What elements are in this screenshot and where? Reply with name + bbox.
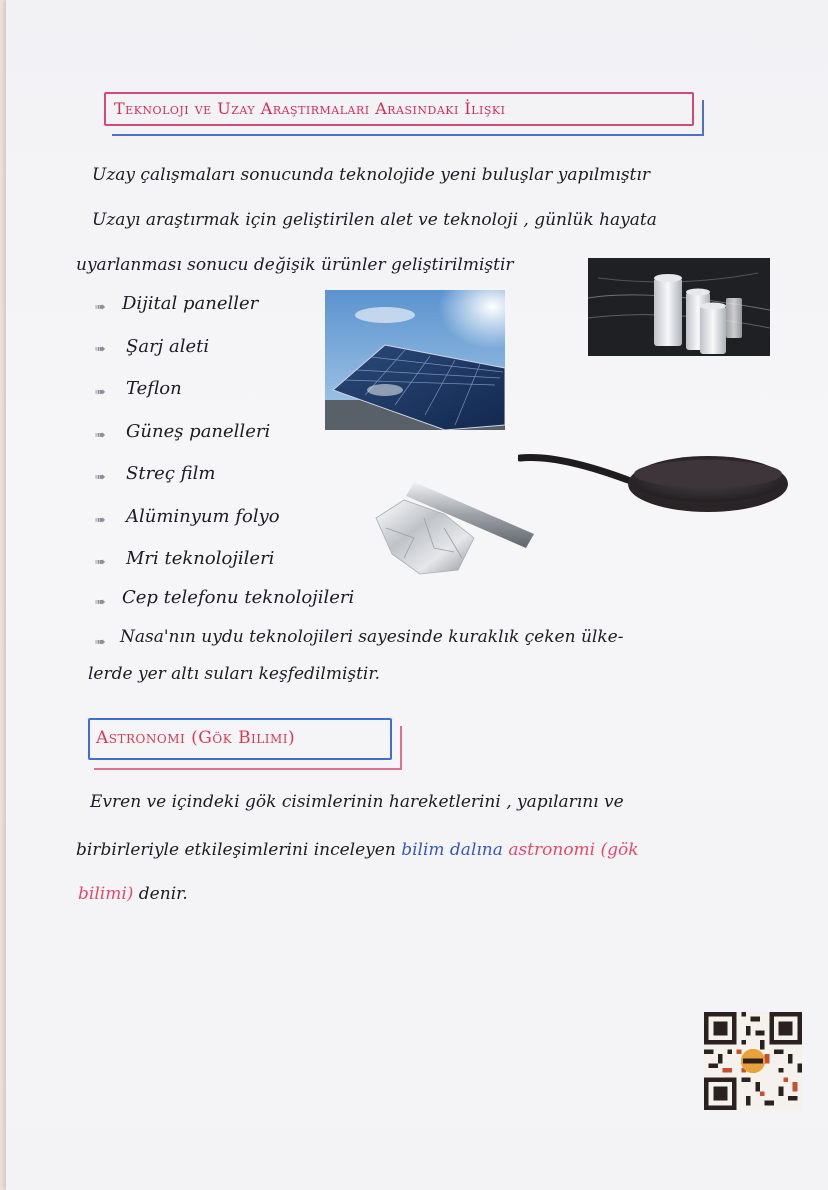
definition-line-2 — [76, 840, 639, 860]
solar-panel-image — [325, 290, 505, 430]
definition-term: astronomi (gök — [508, 840, 639, 860]
bullet-arrow-icon: ➠ — [95, 428, 106, 443]
list-item: Teflon — [126, 378, 182, 399]
bullet-arrow-icon: ➠ — [95, 342, 106, 357]
list-item: Mri teknolojileri — [126, 548, 275, 569]
teflon-pan-image — [518, 452, 790, 524]
bullet-arrow-icon: ➠ — [95, 470, 106, 485]
intro-line-3: uyarlanması sonucu değişik ürünler geliştirilmiştir — [76, 255, 514, 275]
list-item: Streç film — [126, 463, 216, 484]
list-item: Dijital paneller — [122, 293, 259, 314]
list-item: Cep telefonu teknolojileri — [122, 587, 355, 608]
page-title: Teknoloji ve Uzay Araştırmaları Arasındaki İlişki — [114, 99, 506, 118]
bullet-arrow-icon: ➠ — [95, 555, 106, 570]
bullet-arrow-icon: ➠ — [95, 385, 106, 400]
definition-end-text: denir. — [138, 884, 188, 904]
nasa-line-1: Nasa'nın uydu teknolojileri sayesinde kuraklık çeken ülke- — [120, 627, 624, 647]
list-item: Şarj aleti — [126, 336, 210, 357]
definition-line-3 — [78, 884, 188, 904]
list-item: Güneş panelleri — [126, 421, 271, 442]
intro-line-2: Uzayı araştırmak için geliştirilen alet ve teknoloji , günlük hayata — [92, 210, 657, 230]
list-item: Alüminyum folyo — [126, 506, 280, 527]
definition-term-end: bilimi) — [78, 884, 134, 904]
nasa-line-2: lerde yer altı suları keşfedilmiştir. — [88, 664, 381, 684]
definition-blue-text: bilim dalına — [401, 840, 503, 860]
definition-text: birbirleriyle etkileşimlerini inceleyen — [76, 840, 396, 860]
bullet-arrow-icon: ➠ — [95, 300, 106, 315]
bullet-arrow-icon: ➠ — [95, 595, 106, 610]
stretch-film-image — [588, 258, 770, 356]
astronomy-heading: Astronomi (Gök Bilimi) — [96, 728, 296, 748]
intro-line-1: Uzay çalışmaları sonucunda teknolojide yeni buluşlar yapılmıştır — [92, 165, 650, 185]
aluminium-foil-image — [374, 478, 534, 576]
qr-code-icon[interactable] — [704, 1012, 802, 1110]
bullet-arrow-icon: ➠ — [95, 513, 106, 528]
bullet-arrow-icon: ➠ — [95, 635, 106, 650]
definition-line-1: Evren ve içindeki gök cisimlerinin hareketlerini , yapılarını ve — [90, 792, 624, 812]
